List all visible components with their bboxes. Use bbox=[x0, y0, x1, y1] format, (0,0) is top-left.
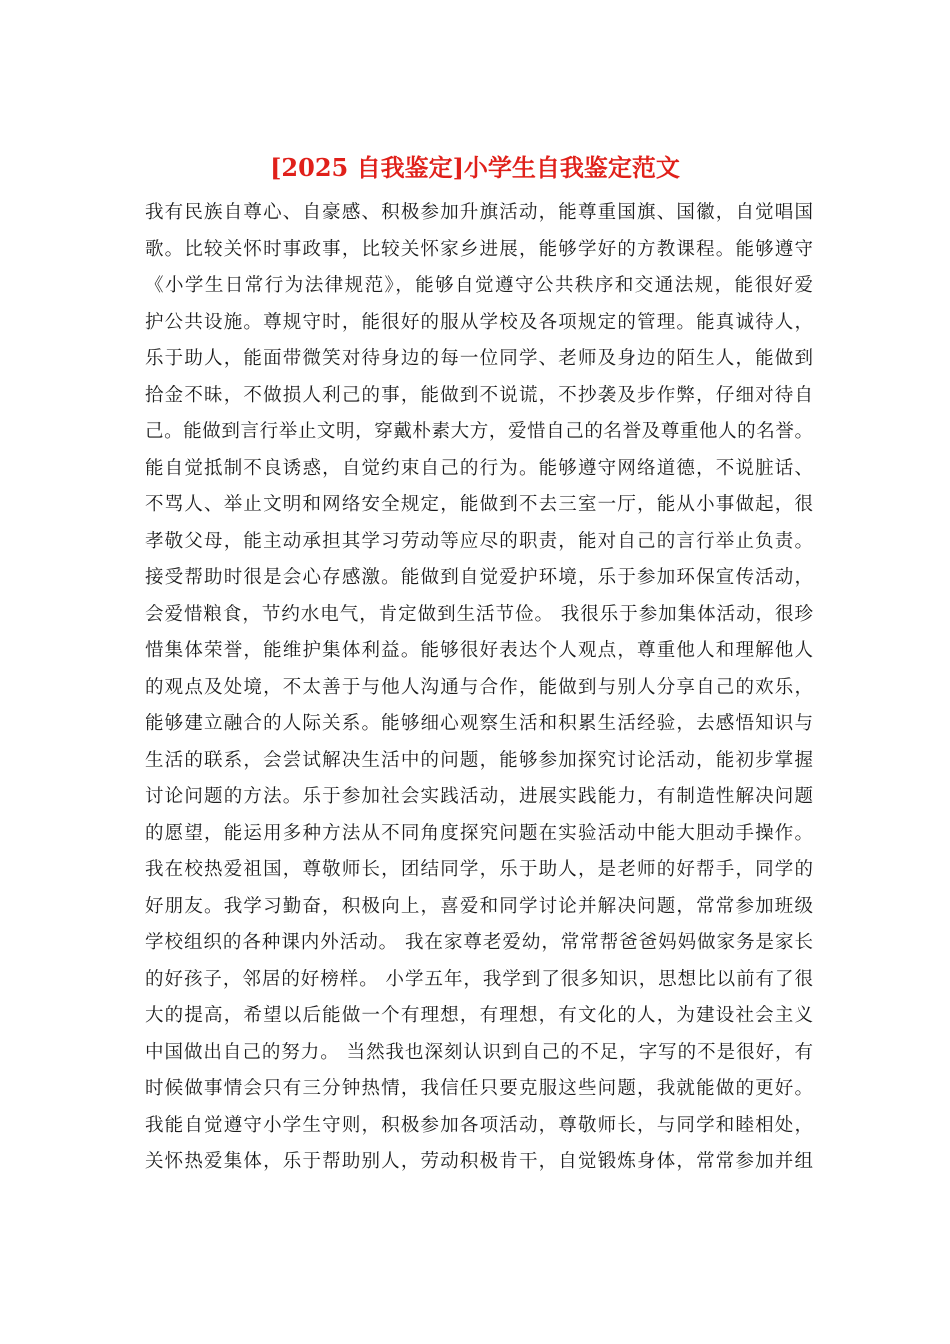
body-line: 不骂人、举止文明和网络安全规定，能做到不去三室一厅，能从小事做起，很 bbox=[145, 494, 813, 515]
body-line: 我有民族自尊心、自豪感、积极参加升旗活动，能尊重国旗、国徽，自觉唱国 bbox=[145, 202, 813, 223]
body-line: 拾金不昧，不做损人利己的事，能做到不说谎，不抄袭及步作弊，仔细对待自 bbox=[145, 384, 813, 406]
body-line: 关怀热爱集体，乐于帮助别人，劳动积极肯干，自觉锻炼身体，常常参加并组 bbox=[145, 1151, 813, 1172]
document-title: [2025 自我鉴定]小学生自我鉴定范文 bbox=[270, 153, 680, 182]
body-line: 的观点及处境，不太善于与他人沟通与合作，能做到与别人分享自己的欢乐， bbox=[145, 676, 813, 698]
body-line: 惜集体荣誉，能维护集体利益。能够很好表达个人观点，尊重他人和理解他人 bbox=[145, 640, 813, 661]
body-line: 会爱惜粮食，节约水电气，肯定做到生活节俭。 我很乐于参加集体活动，很珍 bbox=[145, 603, 813, 625]
body-line: 能自觉抵制不良诱惑，自觉约束自己的行为。能够遵守网络道德，不说脏话、 bbox=[145, 457, 813, 479]
body-line: 生活的联系，会尝试解决生活中的问题，能够参加探究讨论活动，能初步掌握 bbox=[145, 749, 813, 771]
body-line: 《小学生日常行为法律规范》，能够自觉遵守公共秩序和交通法规，能很好爱 bbox=[145, 275, 813, 296]
body-line: 孝敬父母，能主动承担其学习劳动等应尽的职责，能对自己的言行举止负责。 bbox=[145, 530, 813, 552]
body-line: 我在校热爱祖国，尊敬师长，团结同学，乐于助人，是老师的好帮手，同学的 bbox=[145, 859, 813, 880]
body-line: 好朋友。我学习勤奋，积极向上，喜爱和同学讨论并解决问题，常常参加班级 bbox=[145, 895, 813, 917]
body-line: 时候做事情会只有三分钟热情，我信任只要克服这些问题，我就能做的更好。 bbox=[145, 1078, 813, 1099]
body-line: 学校组织的各种课内外活动。 我在家尊老爱幼，常常帮爸爸妈妈做家务是家长 bbox=[145, 932, 813, 953]
body-line: 接受帮助时很是会心存感激。能做到自觉爱护环境，乐于参加环保宣传活动， bbox=[145, 567, 813, 588]
body-line: 大的提高，希望以后能做一个有理想，有理想，有文化的人，为建设社会主义 bbox=[145, 1005, 813, 1026]
body-line: 歌。比较关怀时事政事，比较关怀家乡进展，能够学好的方教课程。能够遵守 bbox=[145, 238, 813, 260]
body-line: 我能自觉遵守小学生守则，积极参加各项活动，尊敬师长，与同学和睦相处， bbox=[145, 1114, 813, 1136]
body-line: 能够建立融合的人际关系。能够细心观察生活和积累生活经验，去感悟知识与 bbox=[145, 713, 813, 734]
body-line: 讨论问题的方法。乐于参加社会实践活动，进展实践能力，有制造性解决问题 bbox=[145, 786, 813, 807]
body-line: 的好孩子，邻居的好榜样。 小学五年，我学到了很多知识，思想比以前有了很 bbox=[145, 968, 813, 990]
body-line: 乐于助人，能面带微笑对待身边的每一位同学、老师及身边的陌生人，能做到 bbox=[145, 348, 813, 369]
body-line: 的愿望，能运用多种方法从不同角度探究问题在实验活动中能大胆动手操作。 bbox=[145, 822, 813, 844]
body-line: 中国做出自己的努力。 当然我也深刻认识到自己的不足，字写的不是很好，有 bbox=[145, 1041, 813, 1063]
document-body bbox=[145, 195, 813, 1181]
body-line: 己。能做到言行举止文明，穿戴朴素大方，爱惜自己的名誉及尊重他人的名誉。 bbox=[145, 421, 813, 442]
body-line: 护公共设施。尊规守时，能很好的服从学校及各项规定的管理。能真诚待人， bbox=[145, 311, 813, 333]
